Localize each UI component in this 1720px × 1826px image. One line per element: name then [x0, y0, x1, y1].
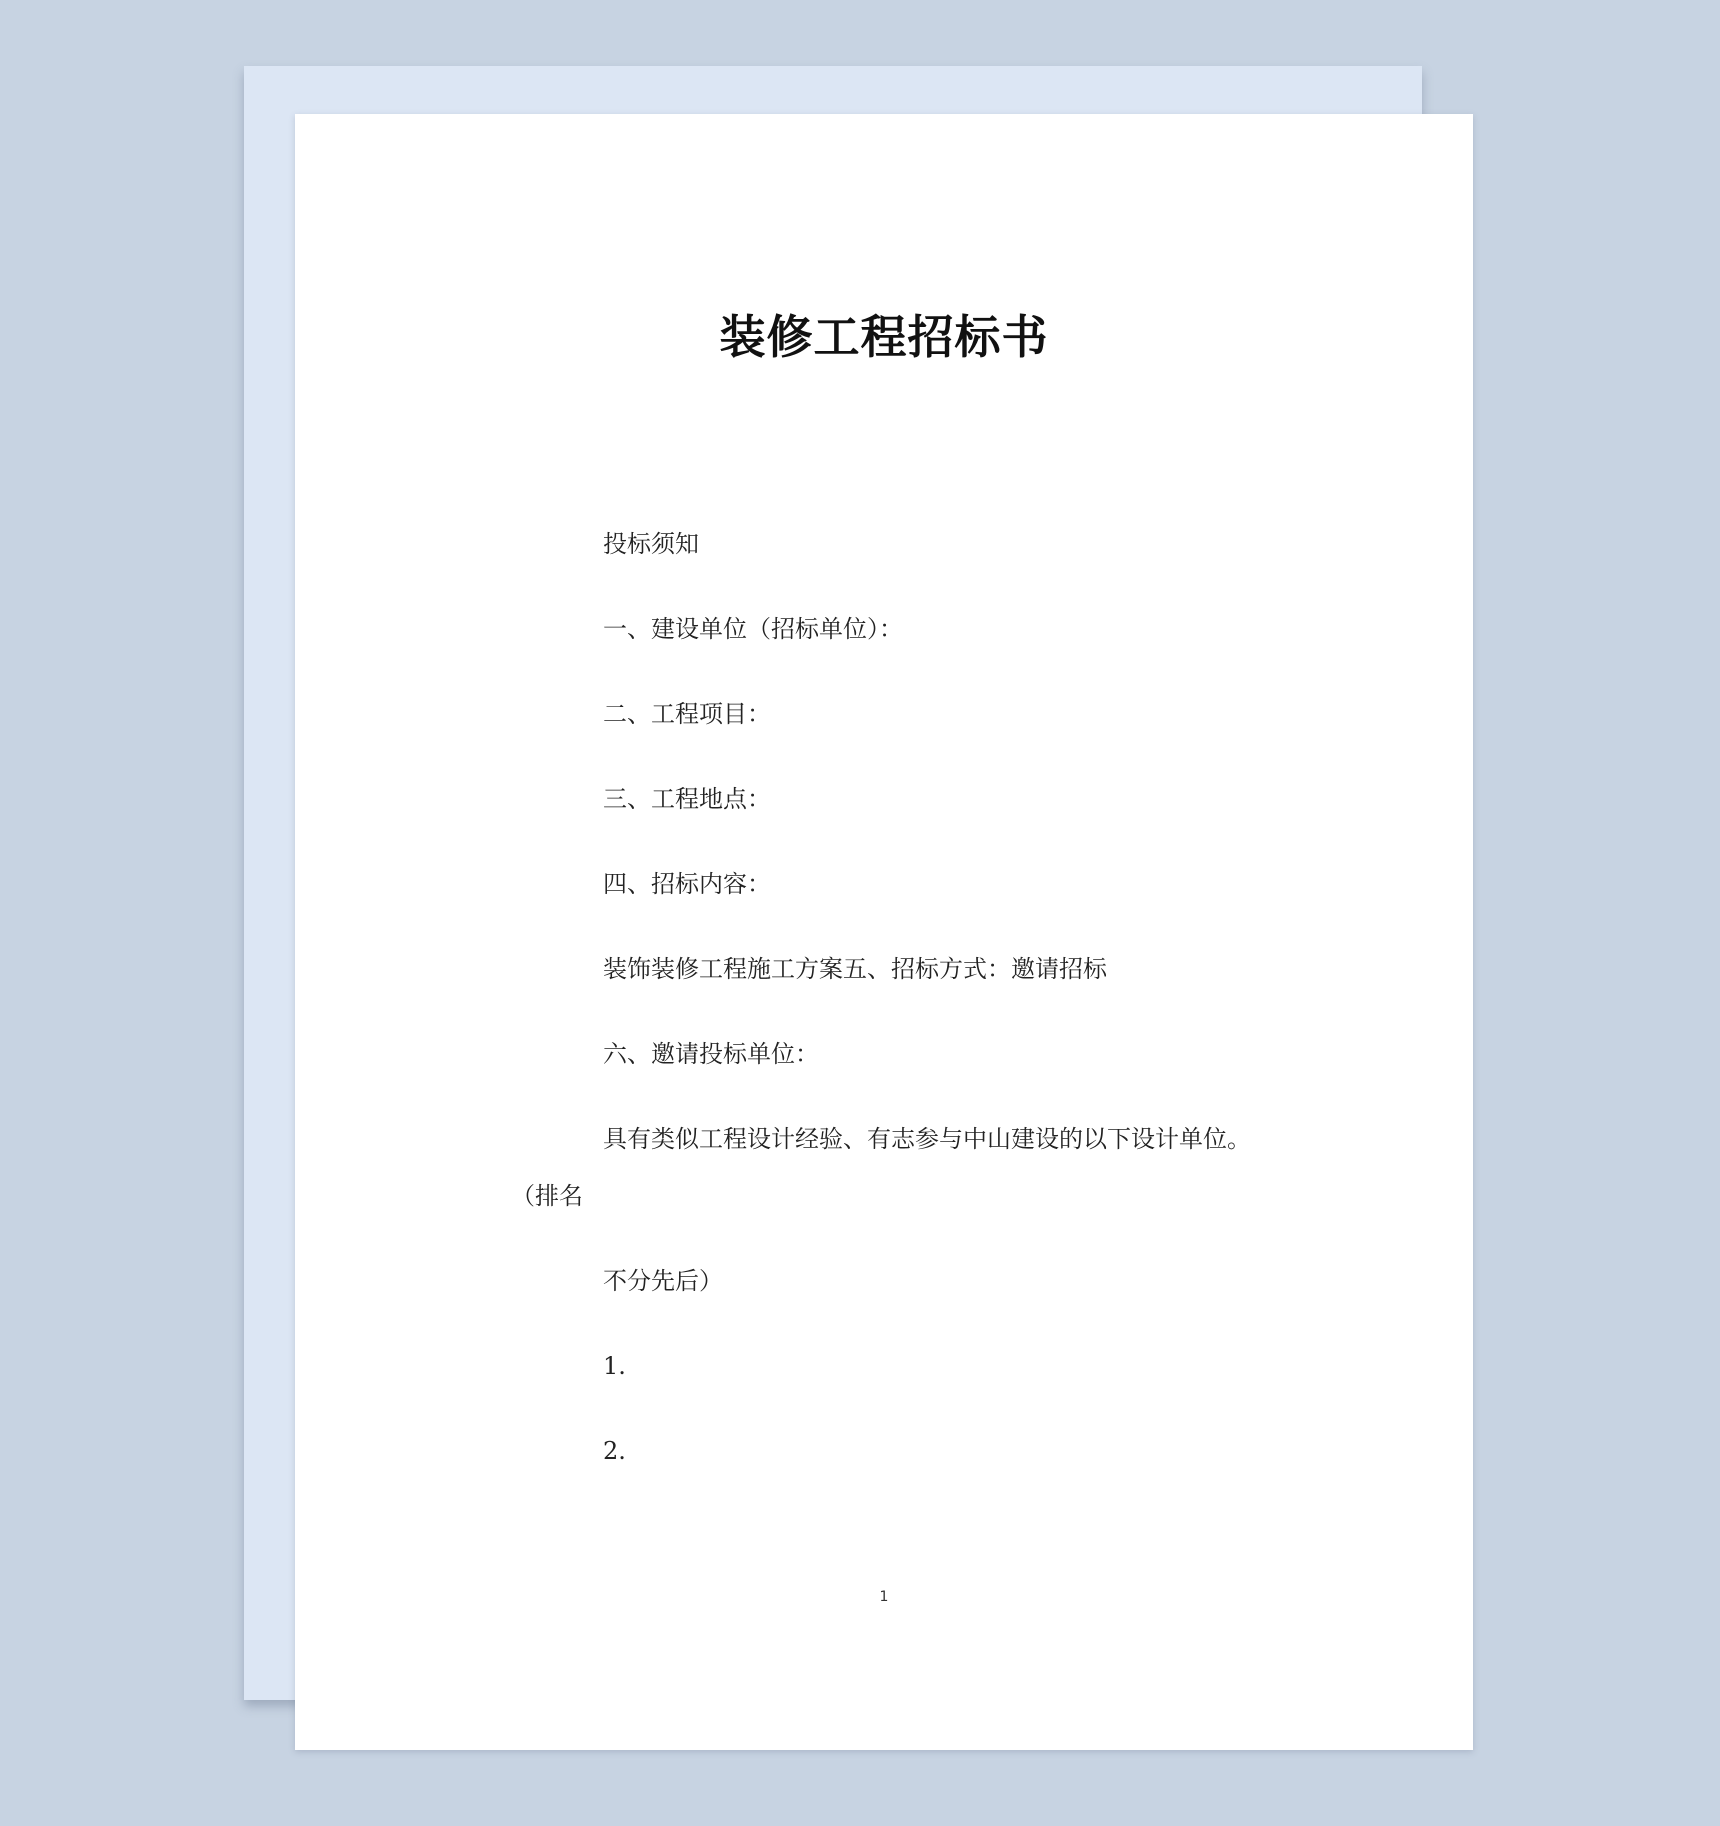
invited-description-end: 不分先后） — [603, 1267, 723, 1295]
page-number: 1 — [879, 1589, 889, 1605]
section-heading: 投标须知 — [603, 530, 699, 558]
item-content: 四、招标内容： — [603, 870, 771, 898]
invited-description: 具有类似工程设计经验、有志参与中山建设的以下设计单位。 — [603, 1125, 1251, 1153]
item-location: 三、工程地点： — [603, 785, 771, 813]
document-title: 装修工程招标书 — [719, 310, 1049, 364]
list-item: 2. — [603, 1437, 626, 1465]
invited-description-continued: （排名 — [511, 1182, 583, 1210]
item-invited: 六、邀请投标单位： — [603, 1040, 819, 1068]
item-builder: 一、建设单位（招标单位）： — [603, 615, 903, 643]
item-project: 二、工程项目： — [603, 700, 771, 728]
document-page — [295, 114, 1473, 1750]
item-method: 装饰装修工程施工方案五、招标方式：邀请招标 — [603, 955, 1107, 983]
list-item: 1. — [603, 1352, 626, 1380]
